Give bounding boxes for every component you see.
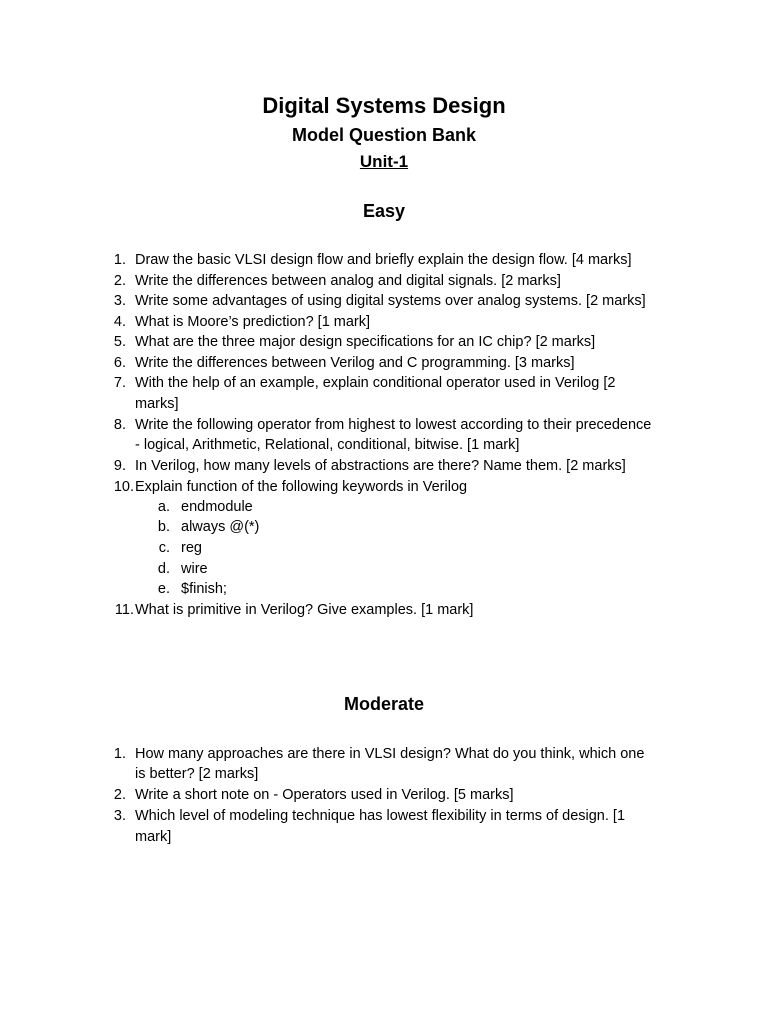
subitem-letter: c.	[158, 540, 170, 556]
question-number: 7.	[113, 375, 126, 391]
question-text-line2: - logical, Arithmetic, Relational, conditional, bitwise. [1 mark]	[135, 437, 520, 453]
question-text: Write some advantages of using digital systems over analog systems. [2 marks]	[135, 293, 646, 309]
question-text-line1: With the help of an example, explain conditional operator used in Verilog [2	[135, 375, 616, 391]
question-number: 6.	[113, 355, 126, 371]
question-text: Write the differences between analog and digital signals. [2 marks]	[135, 273, 561, 289]
section-heading-easy: Easy	[362, 201, 406, 221]
question-text: What is Moore’s prediction? [1 mark]	[135, 314, 371, 330]
question-text: Write the differences between Verilog and C programming. [3 marks]	[135, 355, 575, 371]
question-number: 2.	[113, 787, 126, 803]
question-number: 1.	[113, 252, 126, 268]
question-number: 5.	[113, 334, 126, 350]
subitem-text: wire	[181, 561, 208, 577]
question-number: 8.	[113, 417, 126, 433]
question-number: 1.	[113, 746, 126, 762]
subitem-letter: d.	[157, 561, 170, 577]
question-text-line1: Write the following operator from highest to lowest according to their precedence	[135, 417, 652, 433]
question-number: 9.	[113, 458, 126, 474]
section-heading-moderate: Moderate	[343, 694, 424, 714]
question-text-line2: is better? [2 marks]	[135, 766, 259, 782]
question-text: Draw the basic VLSI design flow and briefly explain the design flow. [4 marks]	[135, 252, 632, 268]
question-number: 2.	[113, 273, 126, 289]
subitem-letter: a.	[157, 499, 170, 515]
subitem-letter: b.	[157, 519, 170, 535]
question-text: In Verilog, how many levels of abstractions are there? Name them. [2 marks]	[135, 458, 626, 474]
question-number: 3.	[113, 293, 126, 309]
question-text: Write a short note on - Operators used in Verilog. [5 marks]	[135, 787, 514, 803]
question-text-line2: marks]	[135, 396, 179, 412]
question-number: 3.	[113, 808, 126, 824]
unit-label	[0, 152, 768, 172]
subitem-text: reg	[181, 540, 202, 556]
question-number: 10.	[113, 479, 134, 495]
question-text-line2: mark]	[135, 829, 172, 845]
question-text: What are the three major design specifications for an IC chip? [2 marks]	[135, 334, 596, 350]
question-number: 11.	[114, 602, 134, 618]
document-title: Digital Systems Design	[262, 93, 506, 118]
question-text-line1: How many approaches are there in VLSI design? What do you think, which one	[135, 746, 645, 762]
document-subtitle: Model Question Bank	[291, 125, 477, 145]
unit-text: Unit-1	[359, 152, 409, 171]
subitem-letter: e.	[157, 581, 170, 597]
subitem-text: endmodule	[181, 499, 253, 515]
subitem-text: $finish;	[181, 581, 227, 597]
question-text: Explain function of the following keywords in Verilog	[135, 479, 468, 495]
question-number: 4.	[113, 314, 126, 330]
question-text: What is primitive in Verilog? Give examples. [1 mark]	[135, 602, 474, 618]
question-text-line1: Which level of modeling technique has lowest flexibility in terms of design. [1	[135, 808, 626, 824]
subitem-text: always @(*)	[181, 519, 260, 535]
